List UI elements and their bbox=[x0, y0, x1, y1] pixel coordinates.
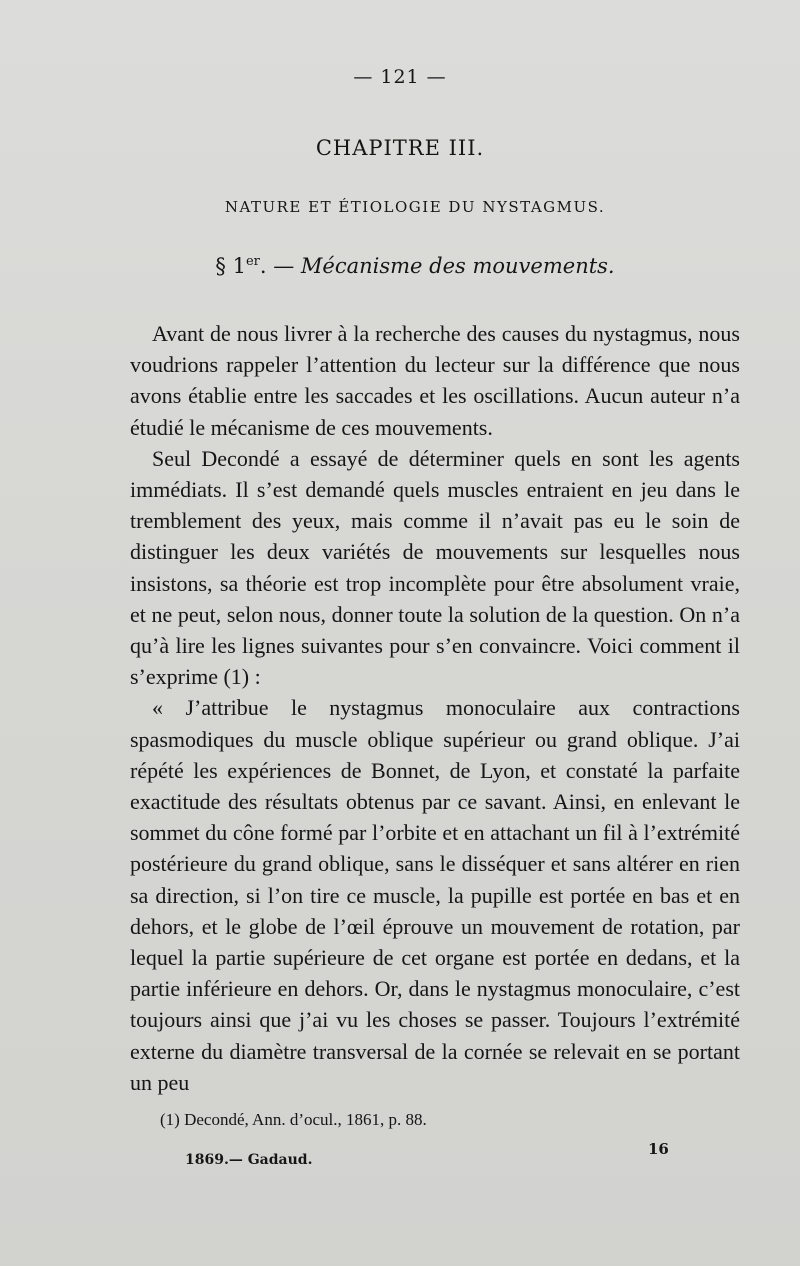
chapter-title: CHAPITRE III. bbox=[315, 136, 485, 160]
page-number: — 121 — bbox=[353, 66, 447, 88]
subsection-number: § 1er bbox=[215, 254, 260, 278]
signature-mark: 16 bbox=[648, 1140, 669, 1158]
subsection-title: Mécanisme des mouvements. bbox=[300, 254, 615, 278]
subsection-superscript: er bbox=[245, 254, 260, 269]
printer-imprint: 1869.— Gadaud. bbox=[185, 1152, 313, 1168]
paragraph-1: Avant de nous livrer à la recherche des causes du nystagmus, nous voudrions rappeler l’attention du lecteur sur la différence que nous avons établie entre les saccades et les oscillations. Aucun auteur n’a étudié le mécanisme de ces mouvements. bbox=[130, 321, 740, 440]
section-title: NATURE ET ÉTIOLOGIE DU NYSTAGMUS. bbox=[224, 198, 606, 216]
paragraph-3-quote: « J’attribue le nystagmus monoculaire aux contractions spasmodiques du muscle oblique supérieur ou grand oblique. J’ai répété les expériences de Bonnet, de Lyon, et constaté la parfaite exactitude des résultats obtenus par ce savant. Ainsi, en enlevant le sommet du cône formé par l’orbite et en attachant un fil à l’extrémité postérieure du grand oblique, sans le disséquer et sans altérer en rien sa direction, si l’on tire ce muscle, la pupille est portée en bas et en dehors, et le globe de l’œil éprouve un mouvement de rotation, par lequel la partie supérieure de cet organe est portée en dedans, et la partie inférieure en dehors. Or, dans le nystagmus monoculaire, c’est toujours ainsi que j’ai vu les choses se passer. Toujours l’extrémité externe du diamètre transversal de la cornée se relevait en se portant un peu bbox=[130, 695, 740, 1095]
subsection-heading bbox=[0, 254, 800, 278]
subsection-dash: . — bbox=[259, 254, 295, 278]
footnote: (1) Decondé, Ann. d’ocul., 1861, p. 88. bbox=[160, 1110, 427, 1129]
paragraph-2: Seul Decondé a essayé de déterminer quels en sont les agents immédiats. Il s’est demandé quels muscles entraient en jeu dans le tremblement des yeux, mais comme il n’avait pas eu le soin de distinguer les deux variétés de mouvements sur lesquelles nous insistons, sa théorie est trop incomplète pour être absolument vraie, et ne peut, selon nous, donner toute la solution de la question. On n’a qu’à lire les lignes suivantes pour s’en convaincre. Voici comment il s’exprime (1) : bbox=[130, 445, 740, 690]
body-text bbox=[130, 318, 740, 1098]
